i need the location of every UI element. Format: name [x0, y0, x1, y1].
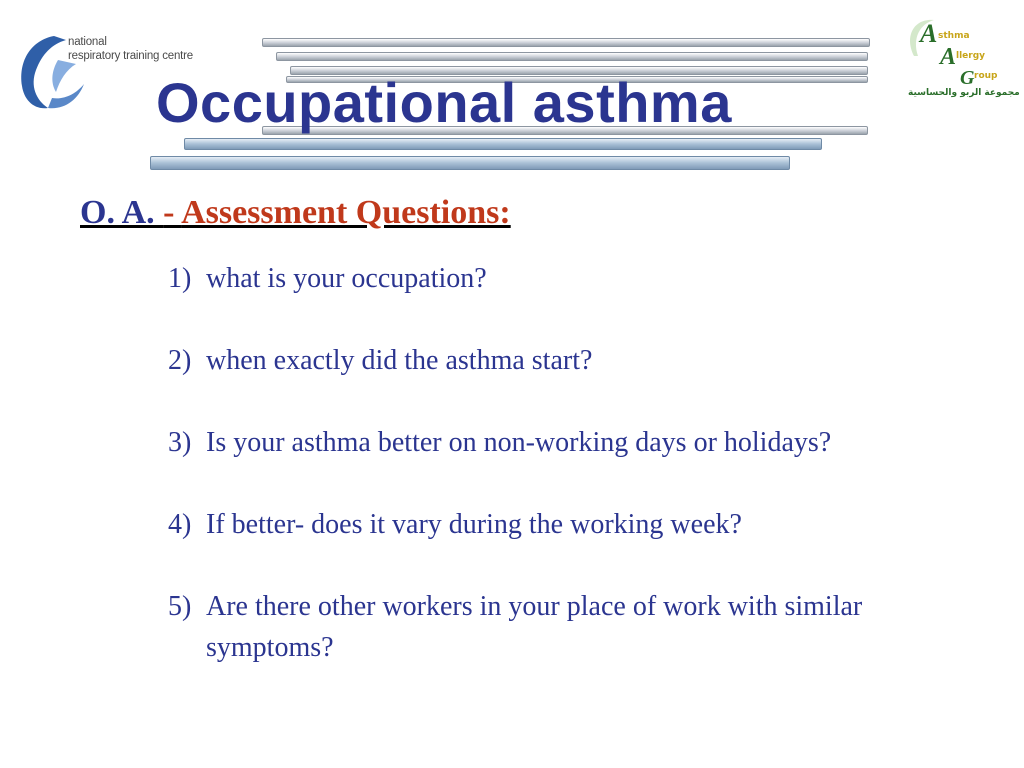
logo-line-respiratory-training-centre: respiratory training centre [68, 50, 193, 62]
page-title: Occupational asthma [156, 71, 732, 134]
list-item [168, 504, 998, 545]
section-abbr: O. A. [80, 194, 164, 231]
question-number: 3) [168, 427, 192, 458]
section-heading-text: Assessment Questions: [181, 194, 511, 231]
header-bar-blue [184, 138, 822, 150]
svg-text:A: A [920, 19, 938, 48]
list-item [168, 340, 998, 381]
question-number: 5) [168, 591, 192, 622]
svg-text:sthma: sthma [938, 31, 970, 41]
svg-text:G: G [960, 67, 975, 88]
header-bar-blue [150, 156, 790, 170]
header-bar [262, 38, 870, 47]
section-heading [80, 194, 511, 232]
question-number: 1) [168, 263, 192, 294]
svg-text:A: A [940, 44, 957, 70]
question-text: when exactly did the asthma start? [206, 345, 593, 376]
header-bar [276, 52, 868, 61]
svg-text:llergy: llergy [956, 51, 986, 61]
list-item [168, 422, 998, 463]
svg-text:roup: roup [974, 71, 998, 81]
question-number: 4) [168, 509, 192, 540]
question-text: what is your occupation? [206, 263, 487, 294]
list-item [168, 258, 998, 299]
question-number: 2) [168, 345, 192, 376]
questions-list [168, 258, 998, 709]
logo-line-national: national [68, 36, 107, 48]
list-item [168, 586, 946, 668]
section-dash: - [163, 194, 182, 231]
question-text: Is your asthma better on non-working days or holidays? [206, 427, 832, 458]
question-text: Are there other workers in your place of work with similar symptoms? [206, 591, 863, 663]
aag-arabic-name: مجموعة الربو والحساسية [908, 88, 1020, 98]
question-text: If better- does it vary during the working week? [206, 509, 742, 540]
